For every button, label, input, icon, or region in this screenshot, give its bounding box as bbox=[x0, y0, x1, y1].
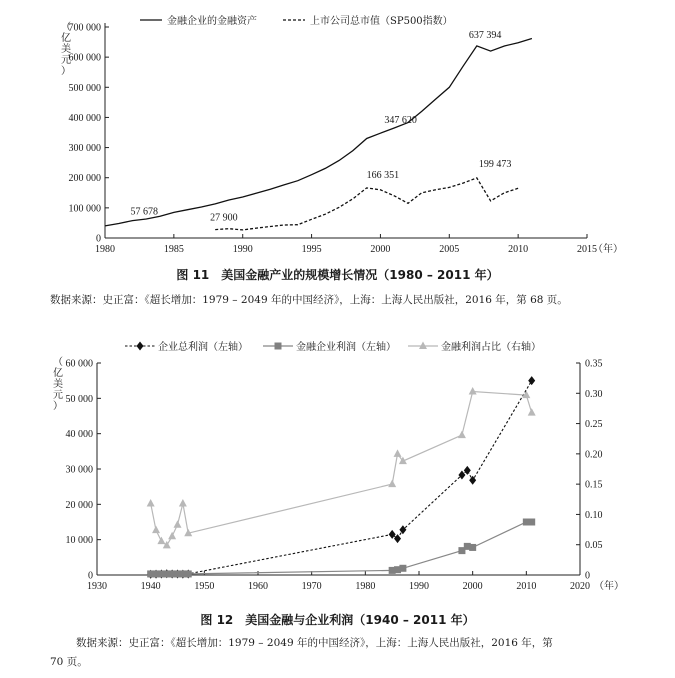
y2-tick-label: 0.05 bbox=[585, 540, 603, 552]
data-label: 57 678 bbox=[130, 206, 159, 218]
y2-tick-label: 0.20 bbox=[585, 449, 603, 461]
y-tick-label: 0 bbox=[96, 233, 101, 245]
x-unit-label: （年） bbox=[593, 244, 623, 255]
x-tick-label: 1930 bbox=[87, 581, 107, 592]
series-1-marker bbox=[399, 565, 406, 572]
legend-label: 上市公司总市值（SP500指数） bbox=[310, 16, 453, 27]
y-tick-label: 30 000 bbox=[65, 464, 93, 476]
legend-marker bbox=[275, 343, 282, 350]
series-2-marker bbox=[168, 532, 176, 540]
legend-marker bbox=[419, 342, 427, 350]
figure-11-caption: 图 11 美国金融产业的规模增长情况（1980 – 2011 年） bbox=[176, 268, 499, 282]
y2-tick-label: 0 bbox=[585, 570, 590, 582]
figure-12-source-line2: 70 页。 bbox=[50, 656, 88, 668]
data-label: 199 473 bbox=[478, 158, 512, 170]
y-tick-label: 600 000 bbox=[68, 52, 101, 64]
series-2-marker bbox=[469, 387, 477, 395]
legend-label: 企业总利润（左轴） bbox=[158, 342, 248, 353]
x-tick-label: 1970 bbox=[301, 581, 322, 592]
x-tick-label: 1950 bbox=[194, 581, 215, 592]
series-1-marker bbox=[528, 519, 535, 526]
y-tick-label: 100 000 bbox=[68, 203, 101, 215]
figure-11-source: 数据来源：史正富：《超长增加：1979 – 2049 年的中国经济》，上海：上海人民出版社，2016 年，第 68 页。 bbox=[50, 294, 568, 306]
y-unit-char: 美 bbox=[53, 379, 63, 390]
y-unit-char: 亿 bbox=[53, 368, 63, 379]
y-unit-char: （ bbox=[53, 357, 63, 368]
x-tick-label: 1995 bbox=[301, 244, 322, 255]
series-2-marker bbox=[179, 499, 187, 507]
y-unit-char: ） bbox=[61, 66, 71, 77]
data-label: 27 900 bbox=[210, 212, 238, 224]
figure-12-caption: 图 12 美国金融与企业利润（1940 – 2011 年） bbox=[200, 613, 475, 627]
chart-financial-assets bbox=[0, 0, 675, 300]
series-2-marker bbox=[157, 537, 165, 545]
legend-label: 金融企业利润（左轴） bbox=[296, 342, 396, 353]
series-line-0 bbox=[105, 39, 532, 226]
y-tick-label: 60 000 bbox=[65, 358, 93, 370]
legend-marker bbox=[137, 342, 144, 351]
data-label: 166 351 bbox=[366, 169, 400, 181]
x-tick-label: 2000 bbox=[462, 581, 483, 592]
series-0-marker bbox=[394, 534, 401, 543]
x-tick-label: 1990 bbox=[232, 244, 253, 255]
y-tick-label: 400 000 bbox=[68, 112, 101, 124]
series-0-marker bbox=[458, 471, 465, 480]
y2-tick-label: 0.15 bbox=[585, 479, 603, 491]
x-tick-label: 1990 bbox=[409, 581, 429, 592]
chart-corporate-profits bbox=[0, 330, 675, 630]
series-0-marker bbox=[389, 530, 396, 539]
y-tick-label: 10 000 bbox=[65, 535, 93, 547]
x-tick-label: 2000 bbox=[370, 244, 391, 255]
series-1-marker bbox=[469, 544, 476, 551]
y2-tick-label: 0.35 bbox=[585, 358, 603, 370]
series-2-marker bbox=[174, 520, 182, 528]
series-2-marker bbox=[458, 431, 466, 439]
series-2-marker bbox=[388, 480, 396, 488]
series-1-marker bbox=[185, 570, 192, 577]
y-unit-char: 美 bbox=[61, 44, 71, 55]
series-2-marker bbox=[152, 526, 160, 534]
series-2-marker bbox=[394, 449, 402, 457]
y2-tick-label: 0.10 bbox=[585, 509, 603, 521]
legend-label: 金融利润占比（右轴） bbox=[441, 342, 541, 353]
y-tick-label: 20 000 bbox=[65, 499, 93, 511]
y2-tick-label: 0.30 bbox=[585, 388, 603, 400]
y-tick-label: 500 000 bbox=[68, 82, 101, 94]
x-tick-label: 2005 bbox=[439, 244, 460, 255]
x-tick-label: 2020 bbox=[570, 581, 590, 592]
y-unit-char: 元 bbox=[53, 390, 63, 401]
series-2-marker bbox=[528, 408, 536, 416]
x-tick-label: 1980 bbox=[95, 244, 115, 255]
y-tick-label: 40 000 bbox=[65, 429, 93, 441]
x-unit-label: （年） bbox=[594, 581, 624, 592]
y-unit-char: 元 bbox=[61, 55, 71, 66]
legend-label: 金融企业的金融资产 bbox=[167, 16, 257, 27]
series-line-1 bbox=[215, 178, 518, 230]
y-unit-char: 亿 bbox=[61, 33, 71, 44]
x-tick-label: 1960 bbox=[248, 581, 268, 592]
figure-12-source-line1: 数据来源：史正富：《超长增加：1979 – 2049 年的中国经济》，上海：上海人民出版社，2016 年，第 bbox=[76, 637, 553, 649]
y-unit-char: ） bbox=[53, 401, 63, 412]
x-tick-label: 1985 bbox=[163, 244, 184, 255]
x-tick-label: 1980 bbox=[355, 581, 376, 592]
y-tick-label: 0 bbox=[88, 570, 93, 582]
x-tick-label: 2015 bbox=[577, 244, 597, 255]
y-unit-char: （ bbox=[61, 22, 71, 33]
y2-tick-label: 0.25 bbox=[585, 419, 603, 431]
x-tick-label: 2010 bbox=[508, 244, 529, 255]
data-label: 347 620 bbox=[384, 115, 417, 127]
x-tick-label: 1940 bbox=[140, 581, 161, 592]
series-0-marker bbox=[464, 466, 471, 475]
x-tick-label: 2010 bbox=[516, 581, 537, 592]
y-tick-label: 700 000 bbox=[68, 22, 101, 34]
data-label: 637 394 bbox=[468, 29, 502, 41]
y-tick-label: 50 000 bbox=[65, 393, 93, 405]
y-tick-label: 300 000 bbox=[68, 143, 101, 155]
series-2-marker bbox=[147, 499, 155, 507]
series-line-2 bbox=[151, 392, 532, 546]
y-tick-label: 200 000 bbox=[68, 173, 101, 185]
